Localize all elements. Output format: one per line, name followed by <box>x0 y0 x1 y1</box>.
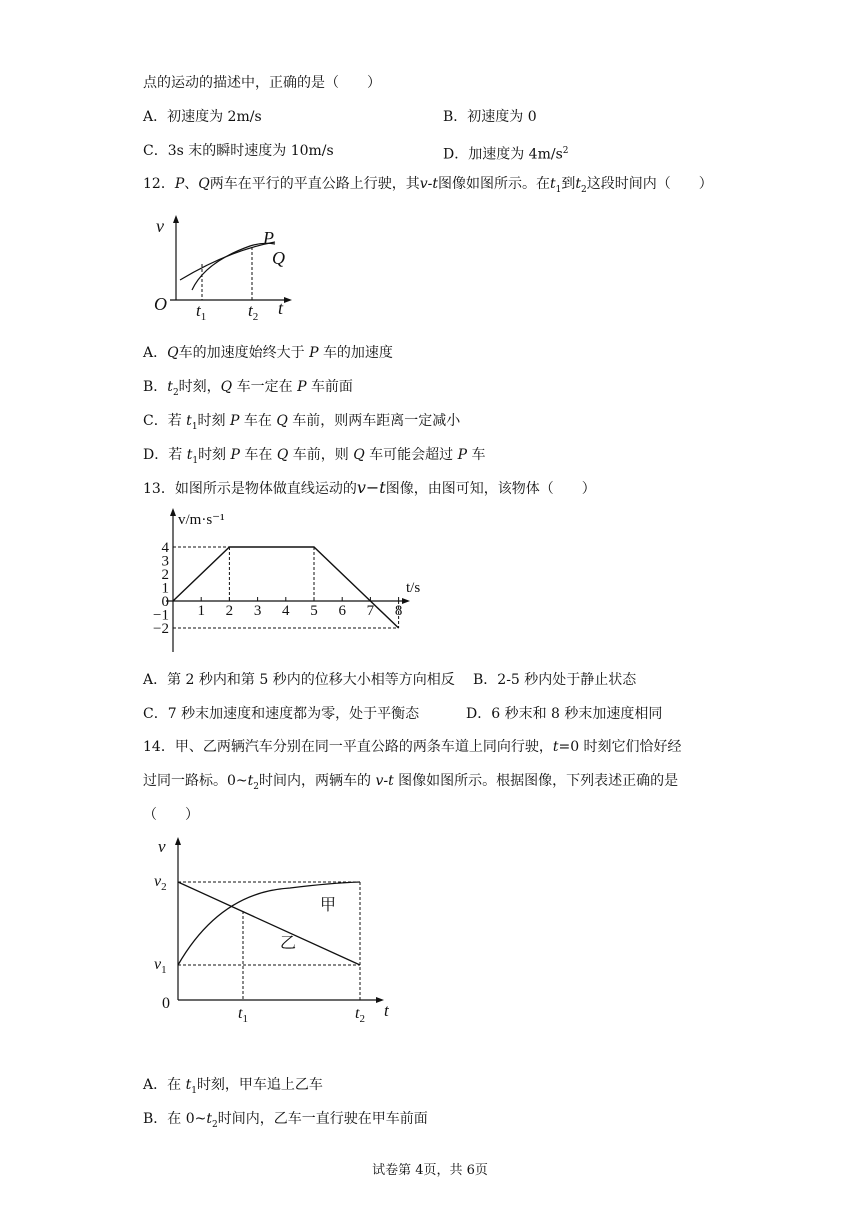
q13-y-tick-label: 2 <box>161 567 169 583</box>
q12-option-d: D．若 $t_1$时刻 P 车在 Q 车前，则 Q 车可能会超过 P 车 <box>143 447 486 466</box>
q13-option-d: D．6 秒末和 8 秒末加速度相同 <box>466 706 663 722</box>
q14-vt-graph <box>150 832 400 1025</box>
q12-stem: 12．P、Q两车在平行的平直公路上行驶，其v-t图像如图所示。在$t_1$到$t_2$这段时间内（ ） <box>143 176 713 195</box>
q12-graph-q-label: Q <box>272 248 285 268</box>
q11-option-d: D．加速度为 $4m/s^2$ <box>443 146 569 163</box>
q13-option-c: C．7 秒末加速度和速度都为零，处于平衡态 <box>143 706 420 722</box>
q12-graph-t1: $t_1$ <box>196 301 207 323</box>
q14-stem-line1: 14．甲、乙两辆汽车分别在同一平直公路的两条车道上同向行驶，t=0 时刻它们恰好经 <box>143 739 682 755</box>
q13-x-tick-label: 7 <box>366 603 375 619</box>
q13-y-tick-label: 1 <box>161 580 169 597</box>
q13-x-tick-label: 5 <box>310 603 318 619</box>
q13-x-tick-label: 4 <box>282 603 290 619</box>
q13-vt-chart <box>140 506 440 656</box>
q11-stem-tail: 点的运动的描述中，正确的是（ ） <box>143 75 381 91</box>
q11-option-a: A．初速度为 2m/s <box>143 109 262 125</box>
q12-option-a: A．Q车的加速度始终大于 P 车的加速度 <box>143 345 393 361</box>
q12-graph-v-label: v <box>156 216 164 236</box>
q13-y-tick-label: −1 <box>153 607 169 624</box>
q13-x-tick-label: 6 <box>338 603 346 619</box>
q13-x-tick-label: 2 <box>225 603 234 619</box>
q14-stem-line3: （ ） <box>143 807 199 823</box>
page-footer: 试卷第 4页，共 6页 <box>372 1163 488 1178</box>
q14-graph-v2-label: $v_2$ <box>154 873 167 893</box>
q13-stem: 13．如图所示是物体做直线运动的v−t图像，由图可知，该物体（ ） <box>143 478 596 497</box>
q14-graph-jia-label: 甲 <box>320 897 337 914</box>
q11-option-c: C．3s 末的瞬时速度为 10m/s <box>143 143 334 159</box>
q14-graph-yi-label: 乙 <box>280 935 297 952</box>
q12-graph-origin: O <box>154 294 167 314</box>
q12-option-b: B．$t_2$时刻，Q 车一定在 P 车前面 <box>143 379 353 398</box>
q12-option-c: C．若 $t_1$时刻 P 车在 Q 车前，则两车距离一定减小 <box>143 413 461 432</box>
q14-graph-v1-label: $v_1$ <box>154 956 167 976</box>
q14-graph-t2: $t_2$ <box>355 1005 365 1025</box>
q13-chart-xlabel: t/s <box>406 580 421 596</box>
q12-graph-p-label: P <box>263 228 274 248</box>
q14-graph-t1: $t_1$ <box>238 1005 248 1025</box>
q13-x-tick-label: 3 <box>253 603 262 619</box>
q14-graph-v-label: v <box>158 837 166 856</box>
q11-option-b: B．初速度为 0 <box>443 109 537 125</box>
q12-graph-t-label: t <box>278 298 284 318</box>
q14-option-b: B．在 $0\sim t_2$时间内，乙车一直行驶在甲车前面 <box>143 1111 428 1130</box>
q13-y-tick-label: 4 <box>161 540 169 556</box>
q14-option-a: A．在 $t_1$时刻，甲车追上乙车 <box>143 1077 323 1096</box>
q13-option-a: A．第 2 秒内和第 5 秒内的位移大小相等方向相反 <box>143 672 455 688</box>
q14-graph-origin: 0 <box>162 995 170 1012</box>
q13-chart-ylabel: v/m·s⁻¹ <box>178 512 225 528</box>
q13-y-tick-label: −2 <box>153 621 169 637</box>
q12-graph-t2: $t_2$ <box>248 301 259 323</box>
q14-graph-t-label: t <box>384 1001 389 1020</box>
q13-y-tick-label: 0 <box>161 594 169 610</box>
q12-vt-graph <box>150 212 310 327</box>
q13-x-tick-label: 1 <box>197 603 205 619</box>
q14-stem-line2: 过同一路标。$0\sim t_2$时间内，两辆车的 v-t 图像如图所示。根据图像，下列表述正确的是 <box>143 773 679 792</box>
q13-x-tick-label: 8 <box>394 603 403 619</box>
q13-y-tick-label: 3 <box>161 553 169 570</box>
q13-option-b: B．2-5 秒内处于静止状态 <box>473 672 637 688</box>
